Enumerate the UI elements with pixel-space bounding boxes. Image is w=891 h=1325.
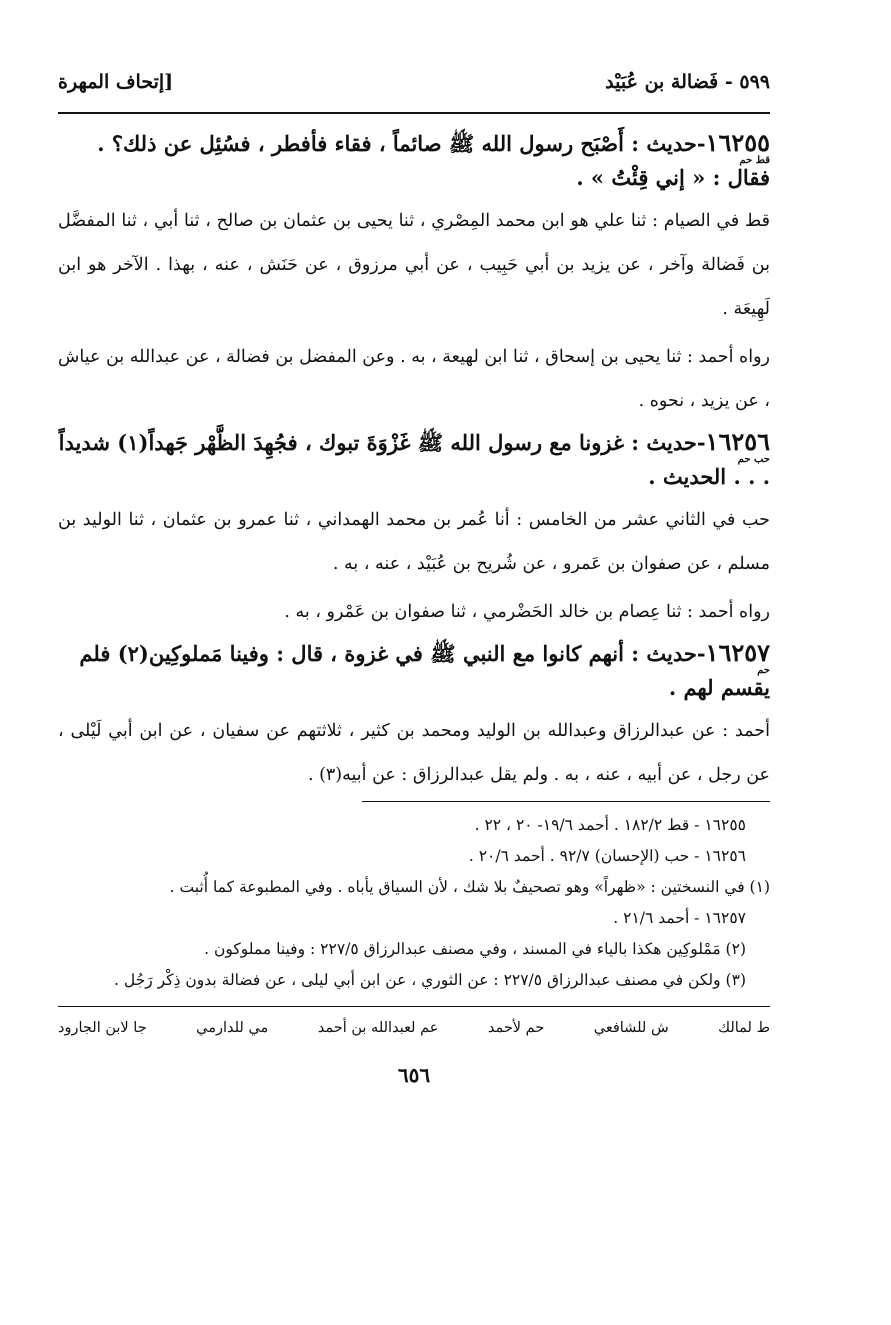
hadith-number: ١٦٢٥٥ — [705, 128, 770, 157]
hadith-text: -حديث : غزونا مع رسول الله ﷺ غَزْوَةَ تبوك ، فجُهِدَ الظَّهْر جَهداً(١) شديداً . . . الحديث . — [58, 430, 770, 489]
source-codes: حم — [757, 665, 770, 676]
running-header — [58, 60, 770, 104]
abbreviation-legend — [58, 1013, 770, 1043]
footnote: ١٦٢٥٥ - قط ١٨٢/٢ . أحمد ١٩/٦- ٢٠ ، ٢٢ . — [474, 816, 746, 834]
hadith-title — [58, 636, 770, 705]
legend-item: جا لابن الجارود — [58, 1020, 147, 1036]
footnote: (٢) مَمْلوكِين هكذا بالياء في المسند ، وفي مصنف عبدالرزاق ٢٢٧/٥ : وفينا مملوكون . — [204, 940, 746, 958]
hadith-title — [58, 425, 770, 494]
hadith-text: -حديث : أَصْبَح رسول الله ﷺ صائماً ، فقاء فأفطر ، فسُئِل عن ذلك؟ . فقال : « إني قِئْتُ » . — [97, 131, 770, 190]
hadith-entry — [58, 126, 770, 423]
paragraph: رواه أحمد : ثنا يحيى بن إسحاق ، ثنا ابن لهيعة ، به . وعن المفضل بن فضالة ، عن عبدالله بن عياش ، عن يزيد ، نحوه . — [58, 347, 770, 411]
hadith-number: ١٦٢٥٦ — [705, 427, 770, 456]
legend-item: حم لأحمد — [487, 1020, 545, 1036]
hadith-entry — [58, 425, 770, 634]
footnote-rule — [362, 801, 770, 802]
paragraph: قط في الصيام : ثنا علي هو ابن محمد المِصْري ، ثنا يحيى بن عثمان بن صالح ، ثنا أبي ، ثنا المفضَّل بن فَضالة وآخر ، عن يزيد بن أبي حَبِيب ، عن أبي مرزوق ، عن حَنَش ، عنه ، بهذا . الآخر هو ابن لَهِيعَة . — [58, 211, 770, 319]
source-codes: قط حم — [739, 155, 770, 166]
hadith-text: -حديث : أنهم كانوا مع النبي ﷺ في غزوة ، قال : وفينا مَملوكِين(٢) فلم يقسم لهم . — [79, 641, 770, 700]
footnote: ١٦٢٥٦ - حب (الإحسان) ٩٢/٧ . أحمد ٢٠/٦ . — [468, 847, 746, 865]
legend-item: ش للشافعي — [593, 1020, 669, 1036]
paragraph: رواه أحمد : ثنا عِصام بن خالد الحَضْرمي ، ثنا صفوان بن عَمْرو ، به . — [284, 602, 770, 622]
page-number: ٦٥٦ — [397, 1063, 431, 1087]
source-codes: حب حم — [737, 454, 770, 465]
legend-item: عم لعبدالله بن أحمد — [317, 1020, 439, 1036]
footnote: (٣) ولكن في مصنف عبدالرزاق ٢٢٧/٥ : عن الثوري ، عن ابن أبي ليلى ، عن فضالة بدون ذِكْر رَجُل . — [114, 971, 746, 989]
footnote: (١) في النسختين : «ظهراً» وهو تصحيفٌ بلا شك ، لأن السياق يأباه . وفي المطبوعة كما أُثبت . — [169, 878, 770, 896]
footnote: ١٦٢٥٧ - أحمد ٢١/٦ . — [613, 909, 746, 927]
hadith-entry — [58, 636, 770, 797]
document-page — [58, 60, 770, 1087]
hadith-title — [58, 126, 770, 195]
legend-item: مي للدارمي — [196, 1020, 269, 1036]
hadith-number: ١٦٢٥٧ — [705, 638, 770, 667]
legend-rule — [58, 1006, 770, 1007]
header-chapter: ٥٩٩ - فَضالة بن عُبَيْد — [605, 71, 770, 93]
header-book-title: [إتحاف المهرة — [58, 71, 174, 93]
header-rule — [58, 112, 770, 114]
legend-item: ط لمالك — [718, 1020, 770, 1036]
paragraph: أحمد : عن عبدالرزاق وعبدالله بن الوليد ومحمد بن كثير ، ثلاثتهم عن سفيان ، عن ابن أبي لَيْلى ، عن رجل ، عن أبيه ، عنه ، به . ولم يقل عبدالرزاق : عن أبيه(٣) . — [58, 721, 770, 785]
paragraph: حب في الثاني عشر من الخامس : أنا عُمر بن محمد الهمداني ، ثنا عمرو بن عثمان ، ثنا الوليد بن مسلم ، عن صفوان بن عَمرو ، عن شُريح بن عُبَيْد ، عنه ، به . — [58, 510, 770, 574]
